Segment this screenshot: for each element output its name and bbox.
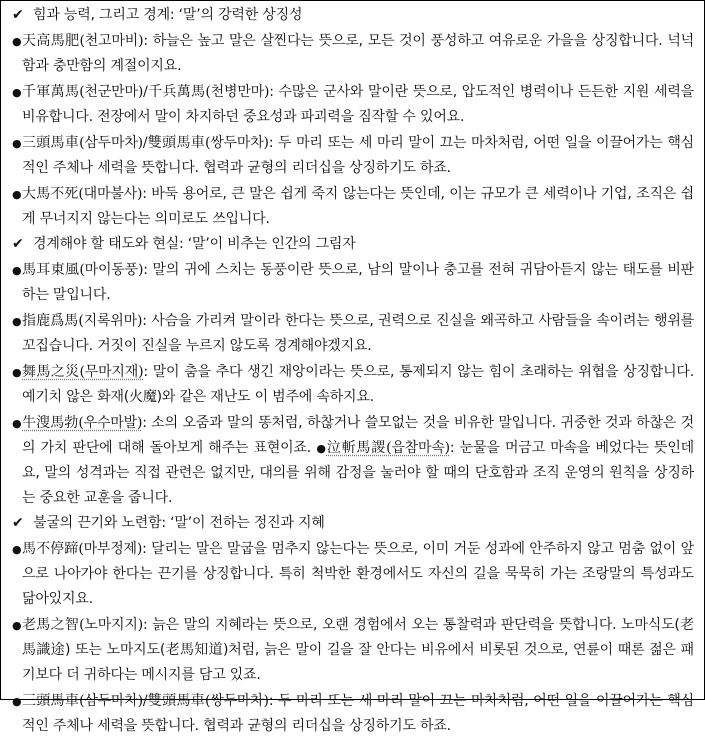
item-term: 牛溲馬勃(우수마발) bbox=[22, 415, 143, 431]
item-term: 三頭馬車(삼두마차)/雙頭馬車(쌍두마차) bbox=[22, 135, 269, 151]
item-term: 大馬不死(대마불사) bbox=[22, 186, 143, 202]
list-item bbox=[12, 689, 694, 739]
section-title: 힘과 능력, 그리고 경계: ‘말’의 강력한 상징성 bbox=[33, 7, 303, 23]
bullet-icon: ● bbox=[12, 86, 22, 99]
list-item bbox=[12, 131, 694, 181]
list-item bbox=[12, 411, 694, 511]
section-heading bbox=[12, 232, 694, 257]
bullet-icon: ● bbox=[12, 137, 22, 150]
item-description: : 사슴을 가리켜 말이라 한다는 뜻으로, 권력으로 진실을 왜곡하고 사람들을 속이려는 행위를 꼬집습니다. 거짓이 진실을 누르지 않도록 경계해야겠지요. bbox=[22, 313, 694, 354]
bullet-icon: ● bbox=[12, 188, 22, 201]
list-item bbox=[12, 613, 694, 688]
list-item bbox=[12, 182, 694, 232]
item-term: 千軍萬馬(천군만마)/千兵萬馬(천병만마) bbox=[22, 84, 270, 100]
item-description: : 말이 춤을 추다 생긴 재앙이라는 뜻으로, 통제되지 않는 힘이 초래하는 위협을 상징합니다. 예기치 않은 화재(火魔)와 같은 재난도 이 범주에 속하지요. bbox=[22, 364, 694, 405]
list-item bbox=[12, 537, 694, 612]
bullet-icon: ● bbox=[12, 366, 22, 379]
bullet-icon: ● bbox=[12, 417, 22, 430]
item-term: 馬不停蹄(마부정제) bbox=[22, 541, 143, 557]
list-item bbox=[12, 29, 694, 79]
section-title: 경계해야 할 태도와 현실: ‘말’이 비추는 인간의 그림자 bbox=[33, 236, 356, 252]
bullet-icon: ● bbox=[12, 35, 22, 48]
item-description: : 수많은 군사와 말이란 뜻으로, 압도적인 병력이나 든든한 지원 세력을 비유합니다. 전장에서 말이 차지하던 중요성과 파괴력을 짐작할 수 있어요. bbox=[22, 84, 694, 125]
item-term-inline: 泣斬馬謖(읍참마속) bbox=[326, 440, 450, 456]
item-term: 老馬之智(노마지지) bbox=[22, 617, 143, 633]
item-description: : 달리는 말은 말굽을 멈추지 않는다는 뜻으로, 이미 거둔 성과에 안주하지 않고 멈춤 없이 앞으로 나아가야 한다는 끈기를 상징합니다. 특히 척박한 환경에서도 자신의 길을 묵묵히 가는 조랑말의 특성과도 닮아있지요. bbox=[22, 541, 694, 607]
bullet-icon: ● bbox=[12, 264, 22, 277]
list-item bbox=[12, 360, 694, 410]
check-icon: ✔ bbox=[12, 7, 24, 23]
item-description: : 두 마리 또는 세 마리 말이 끄는 마차처럼, 어떤 일을 이끌어가는 핵심적인 주체나 세력을 뜻합니다. 협력과 균형의 리더십을 상징하기도 하죠. bbox=[22, 693, 694, 734]
item-description-inline: : 눈물을 머금고 마속을 베었다는 뜻인데요, 말의 성격과는 직접 관련은 없지만, 대의를 위해 감정을 눌러야 할 때의 단호함과 조직 운영의 원칙을 상징하는 중요한 교훈을 줍니다. bbox=[22, 440, 694, 506]
item-description: : 두 마리 또는 세 마리 말이 끄는 마차처럼, 어떤 일을 이끌어가는 핵심적인 주체나 세력을 뜻합니다. 협력과 균형의 리더십을 상징하기도 하죠. bbox=[22, 135, 694, 176]
bullet-icon: ● bbox=[12, 315, 22, 328]
item-description: : 하늘은 높고 말은 살찐다는 뜻으로, 모든 것이 풍성하고 여유로운 가을을 상징합니다. 넉넉함과 충만함의 계절이지요. bbox=[22, 33, 694, 74]
item-description: : 말의 귀에 스치는 동풍이란 뜻으로, 남의 말이나 충고를 전혀 귀담아듣지 않는 태도를 비판하는 말입니다. bbox=[22, 262, 694, 303]
check-icon: ✔ bbox=[12, 515, 24, 531]
bullet-icon: ● bbox=[12, 543, 22, 556]
section-title: 불굴의 끈기와 노련함: ‘말’이 전하는 정진과 지혜 bbox=[33, 515, 325, 531]
item-term: 天高馬肥(천고마비) bbox=[22, 33, 144, 49]
inline-bullet-icon: ● bbox=[316, 442, 327, 455]
item-term: 指鹿爲馬(지록위마) bbox=[22, 313, 143, 329]
item-term: 三頭馬車(삼두마차)/雙頭馬車(쌍두마차) bbox=[22, 693, 269, 709]
item-description: : 소의 오줌과 말의 똥처럼, 하찮거나 쓸모없는 것을 비유한 말입니다. 귀중한 것과 하찮은 것의 가치 판단에 대해 돌아보게 해주는 표현이죠. bbox=[22, 415, 694, 456]
section-heading bbox=[12, 511, 694, 536]
bullet-icon: ● bbox=[12, 695, 22, 708]
check-icon: ✔ bbox=[12, 236, 24, 252]
item-description: : 늙은 말의 지혜라는 뜻으로, 오랜 경험에서 오는 통찰력과 판단력을 뜻합니다. 노마식도(老馬識途) 또는 노마지도(老馬知道)처럼, 늙은 말이 길을 잘 안다는 비유에서 비롯된 것으로, 연륜이 때론 젊은 패기보다 더 귀하다는 메시지를 담고 있죠. bbox=[22, 617, 694, 683]
item-term: 舞馬之災(무마지재) bbox=[22, 364, 144, 380]
item-term: 馬耳東風(마이동풍) bbox=[22, 262, 144, 278]
section-heading bbox=[12, 3, 694, 28]
item-description: : 바둑 용어로, 큰 말은 쉽게 죽지 않는다는 뜻인데, 이는 규모가 큰 세력이나 기업, 조직은 쉽게 무너지지 않는다는 의미로도 쓰입니다. bbox=[22, 186, 694, 227]
bullet-icon: ● bbox=[12, 619, 22, 632]
list-item bbox=[12, 80, 694, 130]
list-item bbox=[12, 309, 694, 359]
list-item bbox=[12, 258, 694, 308]
